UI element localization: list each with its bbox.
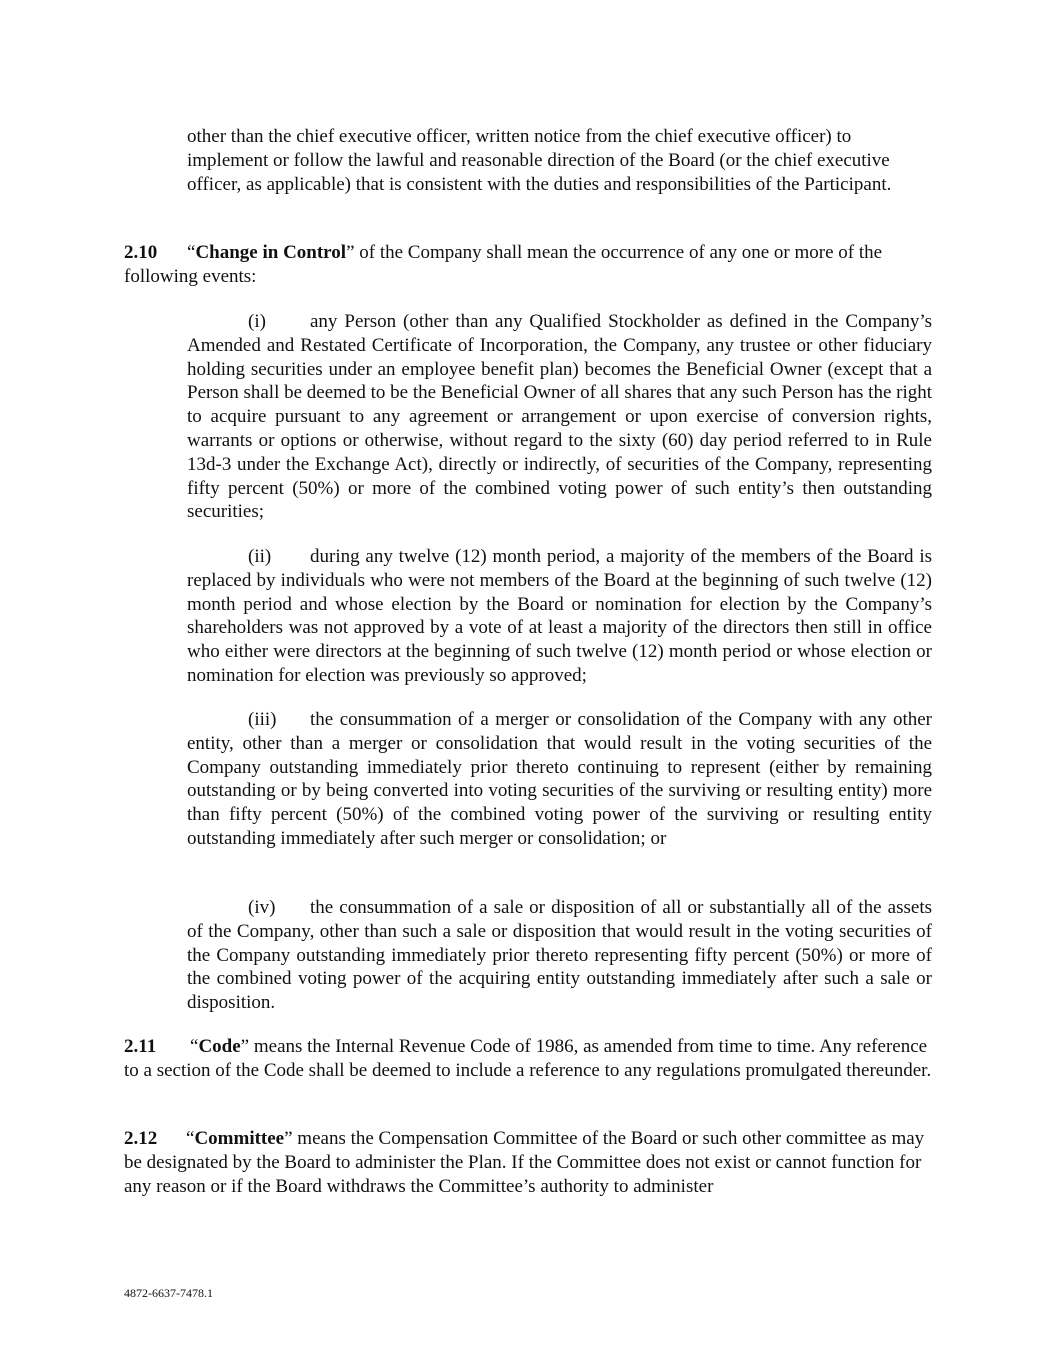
defined-term: Committee: [194, 1128, 285, 1149]
section-number: 2.11: [124, 1036, 157, 1057]
clause-text: any Person (other than any Qualified Stockholder as defined in the Company’s Amended and Restated Certificate of Incorporation, the Company, any trustee or other fiduciary holding securities under an employee benefit plan) becomes the Beneficial Owner (except that a Person shall be deemed to be the Beneficial Owner of all shares that any such Person has the right to acquire pursuant to any agreement or arrangement or upon exercise of conversion rights, warrants or options or otherwise, without regard to the sixty (60) day period referred to in Rule 13d-3 under the Exchange Act), directly or indirectly, of securities of the Company, representing fifty percent (50%) or more of the combined voting power of such entity’s then outstanding securities;: [187, 311, 933, 523]
open-quote: “: [187, 242, 196, 263]
section-2-10-paragraph: [124, 241, 932, 289]
section-text: ” of the Company shall mean the occurrence of any one or more of the following events:: [124, 242, 883, 287]
section-text: ” means the Internal Revenue Code of 1986, as amended from time to time. Any reference to a section of the Code shall be deemed to include a reference to any regulations promulgated thereunder.: [124, 1036, 932, 1081]
section-text: ” means the Compensation Committee of the Board or such other committee as may be designated by the Board to administer the Plan. If the Committee does not exist or cannot function for any reason or if the Board withdraws the Committee’s authority to administer: [124, 1128, 925, 1197]
defined-term: Change in Control: [195, 242, 347, 263]
clause-label: (iv): [248, 897, 276, 918]
clause-ii-paragraph: [187, 545, 932, 688]
clause-iv-paragraph: [187, 896, 932, 1015]
clause-label: (iii): [248, 709, 277, 730]
section-2-11-paragraph: [124, 1035, 932, 1083]
clause-text: the consummation of a sale or disposition of all or substantially all of the assets of the Company, other than such a sale or disposition that would result in the voting securities of the Company outstanding immediately prior thereto representing fifty percent (50%) or more of the combined voting power of the acquiring entity outstanding immediately after such a sale or disposition.: [187, 897, 932, 1014]
open-quote: “: [186, 1128, 195, 1149]
section-number: 2.10: [124, 242, 158, 263]
clause-iii-paragraph: [187, 708, 932, 851]
document-footer-id: 4872-6637-7478.1: [124, 1286, 213, 1300]
section-2-12-paragraph: [124, 1127, 932, 1198]
continuation-text: other than the chief executive officer, written notice from the chief executive officer) to implement or follow the lawful and reasonable direction of the Board (or the chief executive officer, as applicable) that is consistent with the duties and responsibilities of the Participant.: [187, 126, 892, 195]
defined-term: Code: [198, 1036, 241, 1057]
clause-label: (i): [248, 311, 266, 332]
clause-text: the consummation of a merger or consolidation of the Company with any other entity, other than a merger or consolidation that would result in the voting securities of the Company outstanding immediately prior thereto continuing to represent (either by remaining outstanding or by being converted into voting securities of the surviving or resulting entity) more than fifty percent (50%) of the combined voting power of the surviving or resulting entity outstanding immediately after such merger or consolidation; or: [187, 709, 932, 849]
continuation-paragraph: [187, 125, 932, 196]
section-number: 2.12: [124, 1128, 158, 1149]
clause-label: (ii): [248, 546, 272, 567]
clause-i-paragraph: [187, 310, 932, 524]
open-quote: “: [190, 1036, 199, 1057]
clause-text: during any twelve (12) month period, a majority of the members of the Board is replaced by individuals who were not members of the Board at the beginning of such twelve (12) month period and whose election by the Board or nomination for election by the Company’s shareholders was not approved by a vote of at least a majority of the directors then still in office who either were directors at the beginning of such twelve (12) month period or whose election or nomination for election was previously so approved;: [187, 546, 932, 686]
